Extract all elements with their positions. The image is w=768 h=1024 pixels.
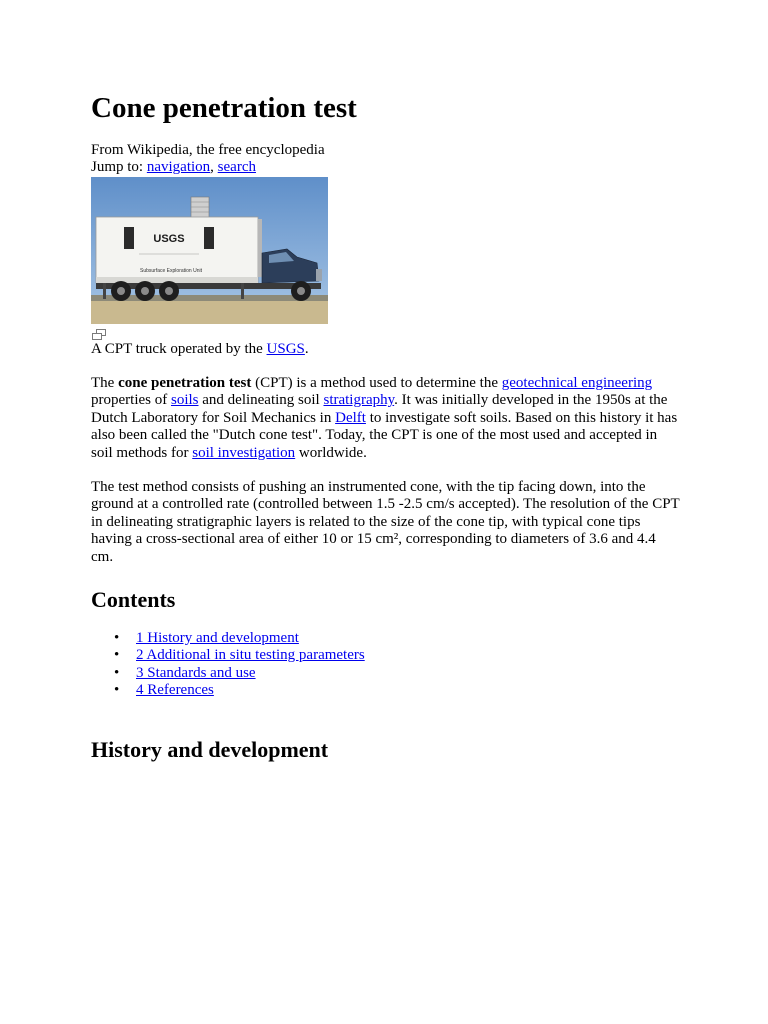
intro-text-f: to investigate soft soils. Based on this history it has also been called the "Dutch cone test". Today, the CPT is one of the most used and accepted in soil methods for: [91, 409, 678, 461]
truck-sublabel: Subsurface Exploration Unit: [140, 268, 202, 274]
intro-text-c: properties of: [91, 392, 171, 409]
method-paragraph: The test method consists of pushing an instrumented cone, with the tip facing down, into the ground at a controlled rate (controlled between 1.5 -2.5 cm/s accepted). The resolution of the CPT in delineating stratigraphic layers is related to the size of the cone tip, with typical cone tips having a cross-sectional area of either 10 or 15 cm², corresponding to diameters of 3.6 and 4.4 cm.: [91, 479, 680, 565]
toc-bullet: •: [114, 664, 120, 681]
figure-caption: [91, 341, 309, 358]
toc-item: [91, 682, 365, 699]
intro-text-d: and delineating soil: [198, 392, 324, 409]
toc-bullet: •: [114, 647, 120, 664]
contents-heading: Contents: [91, 587, 176, 612]
intro-text-g: worldwide.: [295, 444, 367, 461]
soils-link[interactable]: soils: [170, 392, 199, 409]
toc-item: [91, 665, 365, 682]
soil-investigation-link[interactable]: soil investigation: [192, 444, 296, 461]
toc-link-history[interactable]: 1 History and development: [136, 630, 299, 646]
caption-suffix: .: [304, 341, 309, 357]
usgs-link[interactable]: USGS: [266, 341, 305, 357]
truck-usgs-logo: USGS: [153, 233, 185, 245]
jump-search-link[interactable]: search: [217, 159, 256, 175]
intro-text-a: The: [91, 375, 119, 391]
jump-links: [91, 159, 256, 176]
enlarge-icon[interactable]: [91, 329, 107, 341]
intro-paragraph: [91, 375, 681, 462]
caption-prefix: A CPT truck operated by the: [91, 341, 267, 357]
jump-navigation-link[interactable]: navigation: [146, 159, 211, 175]
table-of-contents: [91, 630, 365, 700]
toc-link-standards[interactable]: 3 Standards and use: [136, 664, 256, 681]
toc-item: [91, 630, 365, 647]
tagline: From Wikipedia, the free encyclopedia: [91, 142, 325, 158]
intro-text-e: . It was initially developed in the 1950s at the Dutch Laboratory for Soil Mechanics in: [91, 392, 668, 426]
geotechnical-engineering-link[interactable]: geotechnical engineering: [501, 375, 653, 391]
intro-bold-term: cone penetration test: [118, 375, 252, 391]
toc-bullet: •: [114, 630, 120, 646]
toc-item: [91, 647, 365, 664]
toc-link-references[interactable]: 4 References: [136, 682, 214, 699]
toc-bullet: •: [114, 682, 120, 699]
page-title: Cone penetration test: [91, 92, 357, 124]
cpt-truck-image[interactable]: [91, 177, 328, 324]
delft-link[interactable]: Delft: [335, 409, 366, 426]
toc-link-parameters[interactable]: 2 Additional in situ testing parameters: [136, 647, 365, 664]
stratigraphy-link[interactable]: stratigraphy: [323, 392, 395, 409]
section-heading-history: History and development: [91, 737, 329, 762]
jump-separator: ,: [210, 159, 218, 175]
intro-text-b: (CPT) is a method used to determine the: [251, 375, 502, 391]
jump-prefix: Jump to:: [91, 159, 147, 175]
